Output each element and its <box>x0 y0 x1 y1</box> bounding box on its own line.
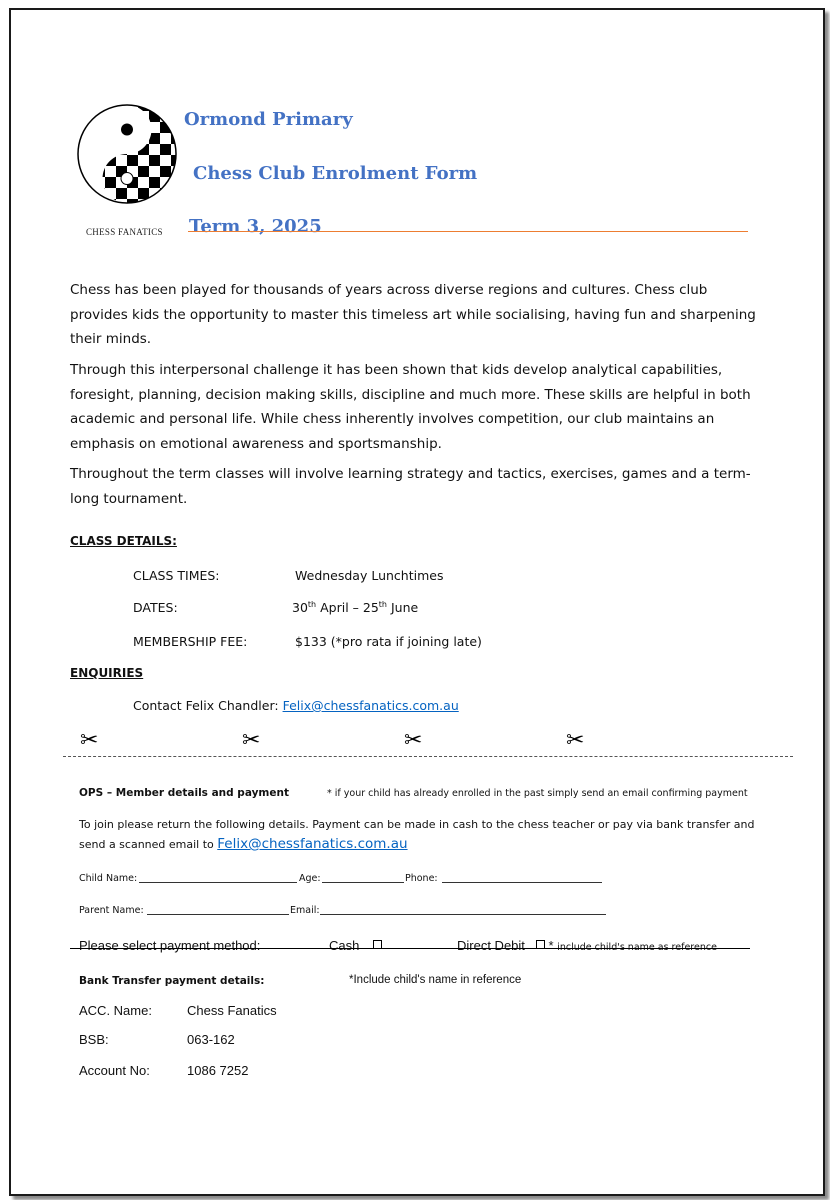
class-times-label: CLASS TIMES: <box>133 568 220 583</box>
school-name: Ormond Primary <box>184 109 353 130</box>
contact-line <box>133 698 459 713</box>
text-line: provides kids the opportunity to master this timeless art while socialising, having fun and sharpening <box>70 306 756 323</box>
text-line: their minds. <box>70 331 152 347</box>
scissors-icon: ✂ <box>242 728 261 753</box>
age-label: Age: <box>299 873 321 884</box>
intro-paragraph-1 <box>70 278 760 352</box>
class-times-value: Wednesday Lunchtimes <box>295 568 444 583</box>
child-name-label: Child Name: <box>79 873 138 884</box>
bsb-label: BSB: <box>79 1032 109 1047</box>
instructions-prefix: send a scanned email to <box>79 838 218 851</box>
account-no-label: Account No: <box>79 1063 150 1078</box>
phone-field[interactable] <box>442 882 602 883</box>
intro-paragraph-2 <box>70 358 760 456</box>
scissors-icon: ✂ <box>80 728 99 753</box>
bank-note: *Include child's name in reference <box>349 974 522 986</box>
contact-email-link[interactable]: Felix@chessfanatics.com.au <box>282 698 459 713</box>
dates-end-month: June <box>387 600 419 616</box>
term-title: Term 3, 2025 <box>189 216 322 237</box>
dates-value <box>292 600 418 615</box>
acc-name-value: Chess Fanatics <box>187 1003 277 1018</box>
enquiries-heading: ENQUIRIES <box>70 666 144 680</box>
title-underline <box>188 231 748 232</box>
instructions-line-2 <box>79 836 408 852</box>
parent-name-field[interactable] <box>147 914 289 915</box>
text-line: foresight, planning, decision making skills, discipline and much more. These skills are helpful in both <box>70 386 751 403</box>
bank-heading: Bank Transfer payment details: <box>79 975 265 987</box>
dates-start-month: April – 25 <box>316 600 379 616</box>
cash-label: Cash <box>329 938 360 953</box>
form-email-link[interactable]: Felix@chessfanatics.com.au <box>217 836 408 852</box>
text-line: long tournament. <box>70 490 188 507</box>
text-line: academic and personal life. While chess inherently involves competition, our club maintains an <box>70 411 715 427</box>
text-line: Through this interpersonal challenge it has been shown that kids develop analytical capabilities, <box>70 362 723 378</box>
text-line: emphasis on emotional awareness and sportsmanship. <box>70 435 442 452</box>
dates-end-sup: th <box>378 600 387 609</box>
scissors-icon: ✂ <box>566 728 585 753</box>
fee-label: MEMBERSHIP FEE: <box>133 634 248 649</box>
chess-fanatics-logo <box>72 100 182 240</box>
member-form-note: * if your child has already enrolled in the past simply send an email confirming payment <box>327 788 748 799</box>
member-form-heading: OPS – Member details and payment <box>79 787 289 799</box>
contact-prefix: Contact Felix Chandler: <box>133 698 283 713</box>
section-divider <box>70 948 750 949</box>
debit-option <box>457 938 717 953</box>
bsb-value: 063-162 <box>187 1032 235 1047</box>
phone-label: Phone: <box>405 873 438 884</box>
dates-start-day: 30 <box>292 600 308 616</box>
class-details-heading: CLASS DETAILS: <box>70 534 177 548</box>
debit-note-star: * <box>548 938 554 953</box>
fee-value: $133 (*pro rata if joining late) <box>295 634 482 649</box>
debit-note: include child's name as reference <box>557 942 717 953</box>
child-name-field[interactable] <box>139 882 297 883</box>
cut-line <box>63 756 793 757</box>
email-label: Email: <box>290 905 320 916</box>
dates-label: DATES: <box>133 600 178 615</box>
cash-option <box>329 938 382 953</box>
form-title: Chess Club Enrolment Form <box>193 163 478 184</box>
instructions-line-1: To join please return the following details. Payment can be made in cash to the chess teacher or pay via bank transfer and <box>79 818 755 831</box>
intro-paragraph-3 <box>70 462 760 511</box>
parent-name-label: Parent Name: <box>79 905 144 916</box>
text-line: Chess has been played for thousands of years across diverse regions and cultures. Chess club <box>70 282 708 298</box>
debit-label: Direct Debit <box>457 938 525 953</box>
acc-name-label: ACC. Name: <box>79 1003 152 1018</box>
logo-caption: CHESS FANATICS <box>86 227 163 237</box>
scissors-icon: ✂ <box>404 728 423 753</box>
payment-method-prompt: Please select payment method: <box>79 938 261 953</box>
account-no-value: 1086 7252 <box>187 1063 249 1078</box>
text-line: Throughout the term classes will involve learning strategy and tactics, exercises, games and a term- <box>70 466 751 482</box>
email-field[interactable] <box>320 914 606 915</box>
age-field[interactable] <box>322 882 404 883</box>
dates-start-sup: th <box>307 600 317 609</box>
